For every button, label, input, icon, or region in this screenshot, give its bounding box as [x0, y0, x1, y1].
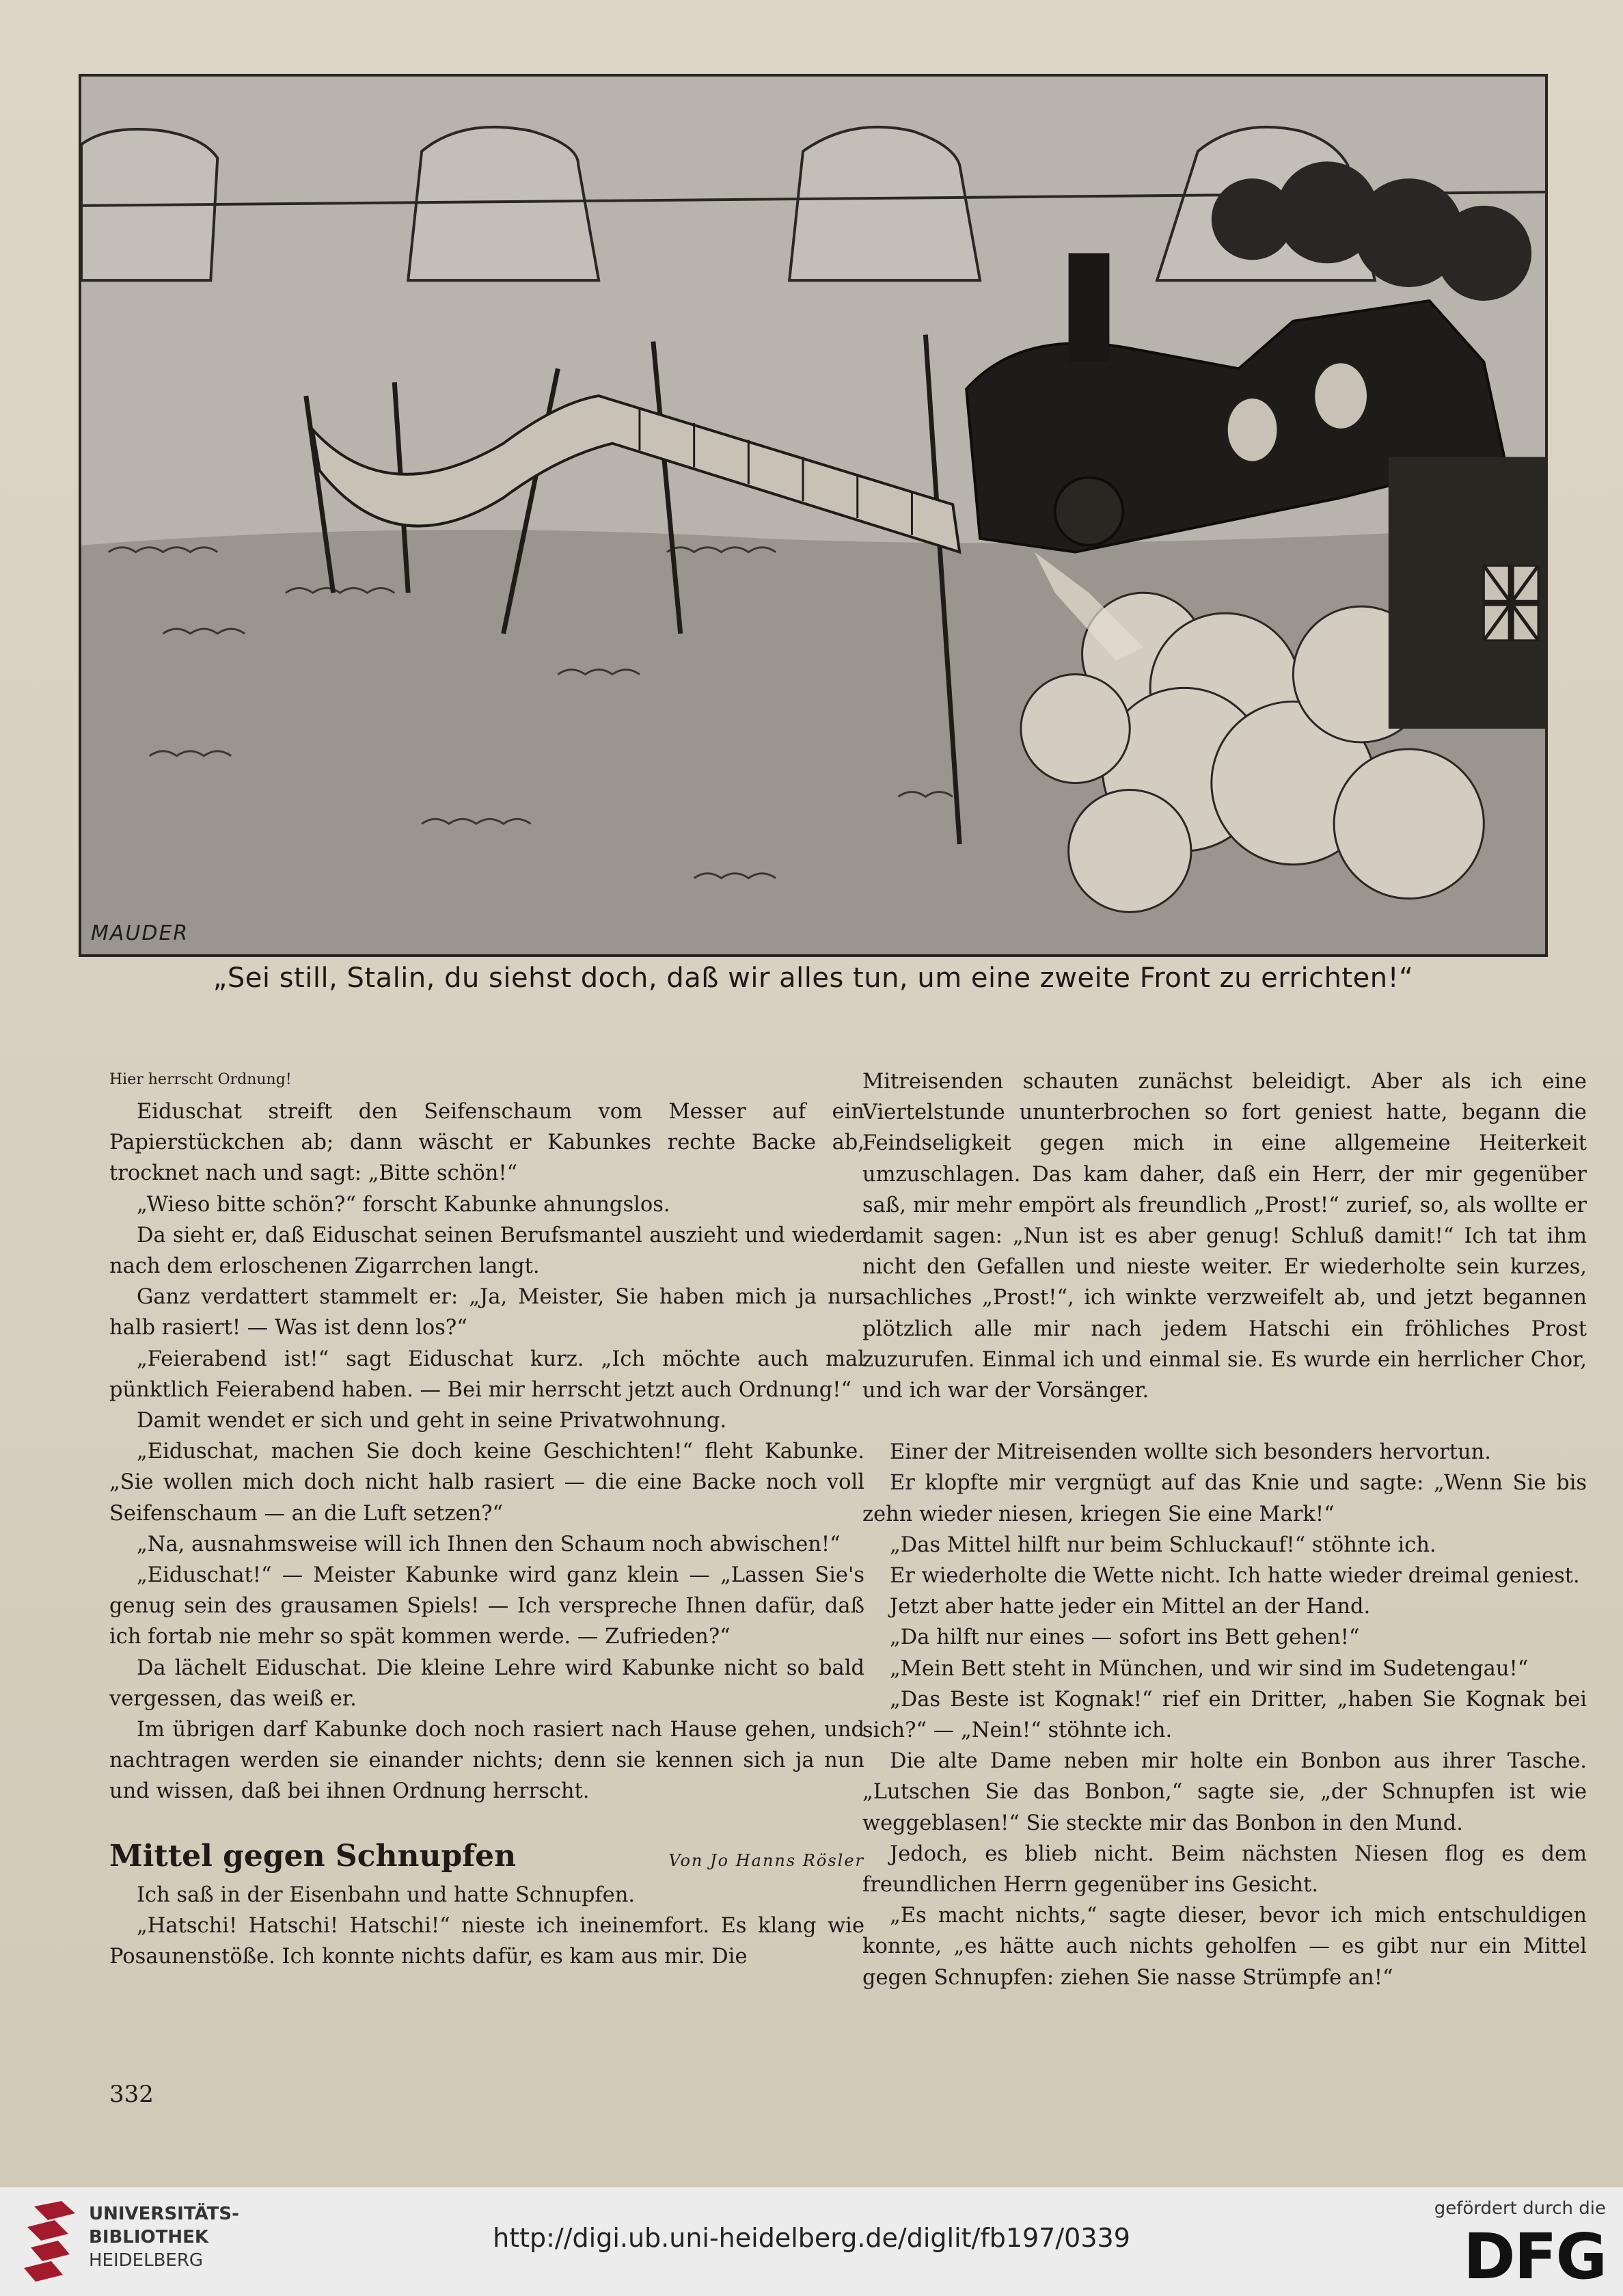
library-name-line: UNIVERSITÄTS- — [89, 2204, 239, 2224]
left-column — [109, 1066, 864, 1972]
paragraph: „Da hilft nur eines — sofort ins Bett gehen!“ — [890, 1625, 1360, 1650]
paragraph: „Wieso bitte schön?“ forscht Kabunke ahnungslos. — [137, 1192, 670, 1217]
paragraph-gap — [862, 1406, 1587, 1437]
paragraph: Eiduschat streift den Seifenschaum vom Messer auf ein Papierstückchen ab; dann wäscht er Kabunkes rechte Backe ab, trocknet nach und sagt: „Bitte schön!“ — [109, 1100, 864, 1186]
paragraph: „Hatschi! Hatschi! Hatschi!“ nieste ich ineinemfort. Es klang wie Posaunenstöße. Ich konnte nichts dafür, es kam aus mir. Die — [109, 1913, 864, 1969]
paragraph: Ganz verdattert stammelt er: „Ja, Meister, Sie haben mich ja nur halb rasiert! — Was ist denn los?“ — [109, 1285, 864, 1340]
paragraph: „Na, ausnahmsweise will ich Ihnen den Schaum noch abwischen!“ — [137, 1532, 841, 1556]
paragraph: „Eiduschat!“ — Meister Kabunke wird ganz klein — „Lassen Sie's genug sein des grausamen Spiels! — Ich verspreche Ihnen dafür, daß ich fortab nie mehr so spät kommen werde. — Zufrieden?“ — [109, 1563, 864, 1649]
paragraph: Da sieht er, daß Eiduschat seinen Berufsmantel auszieht und wieder nach dem erloschenen Zigarrchen langt. — [109, 1223, 864, 1279]
dfg-logo[interactable]: DFG — [1463, 2220, 1606, 2293]
library-name-line: HEIDELBERG — [89, 2250, 204, 2271]
article-author: Von Jo Hanns Rösler — [668, 1850, 864, 1870]
paragraph: Da lächelt Eiduschat. Die kleine Lehre wird Kabunke nicht so bald vergessen, das weiß er. — [109, 1656, 864, 1711]
paragraph: „Das Beste ist Kognak!“ rief ein Dritter, „haben Sie Kognak bei sich?“ — „Nein!“ stöhnte ich. — [862, 1687, 1587, 1743]
university-library-logo-icon[interactable] — [21, 2200, 82, 2283]
paragraph: Im übrigen darf Kabunke doch noch rasiert nach Hause gehen, und nachtragen werden sie einander nichts; denn sie kennen sich ja nun und wissen, daß bei ihnen Ordnung herrscht. — [109, 1718, 864, 1804]
article-title: Mittel gegen Schnupfen — [109, 1838, 517, 1874]
paragraph: Mitreisenden schauten zunächst beleidigt. Aber als ich eine Viertelstunde ununterbrochen so fort geniest hatte, begann die Feindseligkeit gegen mich in eine allgemeine Heiterkeit umzuschlagen. Das kam daher, daß ein Herr, der mir gegenüber saß, mir mehr empört als freundlich „Prost!“ zurief, so, als wollte er damit sagen: „Nun ist es aber genug! Schluß damit!“ Ich tat ihm nicht den Gefallen und nieste weiter. Er wiederholte sein kurzes, sachliches „Prost!“, ich winkte verzweifelt ab, und jetzt begannen plötzlich alle mir nach jedem Hatschi ein fröhliches Prost zuzurufen. Einmal ich und einmal sie. Es wurde ein herrlicher Chor, und ich war der Vorsänger. — [862, 1070, 1587, 1403]
paragraph: „Feierabend ist!“ sagt Eiduschat kurz. „Ich möchte auch mal pünktlich Feierabend haben. — Bei mir herrscht jetzt auch Ordnung!“ — [109, 1347, 864, 1402]
funded-by-label: gefördert durch die — [1434, 2198, 1606, 2219]
paragraph: „Das Mittel hilft nur beim Schluckauf!“ stöhnte ich. — [890, 1532, 1436, 1557]
cartoon-drawing — [81, 77, 1545, 954]
paragraph: Er klopfte mir vergnügt auf das Knie und sagte: „Wenn Sie bis zehn wieder niesen, kriegen Sie eine Mark!“ — [862, 1471, 1587, 1526]
right-column — [862, 1066, 1587, 1993]
cartoon-caption: „Sei still, Stalin, du siehst doch, daß wir alles tun, um eine zweite Front zu errichten!“ — [213, 962, 1414, 994]
paragraph: „Es macht nichts,“ sagte dieser, bevor ich mich entschuldigen konnte, „es hätte auch nichts geholfen — es gibt nur ein Mittel gegen Schnupfen: ziehen Sie nasse Strümpfe an!“ — [862, 1904, 1587, 1990]
paragraph: Einer der Mitreisenden wollte sich besonders hervortun. — [890, 1440, 1491, 1465]
cartoon-signature: MAUDER — [91, 921, 189, 945]
paragraph: Er wiederholte die Wette nicht. Ich hatte wieder dreimal geniest. — [890, 1564, 1580, 1589]
permalink-url[interactable]: http://digi.ub.uni-heidelberg.de/diglit/fb197/0339 — [493, 2223, 1130, 2253]
paragraph: „Mein Bett steht in München, und wir sind im Sudetengau!“ — [890, 1656, 1529, 1681]
paragraph: Ich saß in der Eisenbahn und hatte Schnupfen. — [137, 1882, 636, 1907]
paragraph: Damit wendet er sich und geht in seine Privatwohnung. — [137, 1409, 727, 1433]
cartoon-illustration — [79, 74, 1548, 957]
library-name-line: BIBLIOTHEK — [89, 2227, 209, 2247]
page-number: 332 — [109, 2081, 154, 2108]
library-name[interactable] — [89, 2202, 267, 2272]
section-label: Hier herrscht Ordnung! — [109, 1071, 292, 1088]
article-header — [109, 1836, 864, 1877]
paragraph: Jetzt aber hatte jeder ein Mittel an der Hand. — [890, 1595, 1371, 1619]
paragraph: Die alte Dame neben mir holte ein Bonbon aus ihrer Tasche. „Lutschen Sie das Bonbon,“ sagte sie, „der Schnupfen ist wie weggeblasen!“ Sie steckte mir das Bonbon in den Mund. — [862, 1749, 1587, 1835]
paragraph: Jedoch, es blieb nicht. Beim nächsten Niesen flog es dem freundlichen Herrn gegenüber ins Gesicht. — [862, 1841, 1587, 1897]
paragraph: „Eiduschat, machen Sie doch keine Geschichten!“ fleht Kabunke. „Sie wollen mich doch nicht halb rasiert — die eine Backe noch voll Seifenschaum — an die Luft setzen?“ — [109, 1440, 864, 1526]
